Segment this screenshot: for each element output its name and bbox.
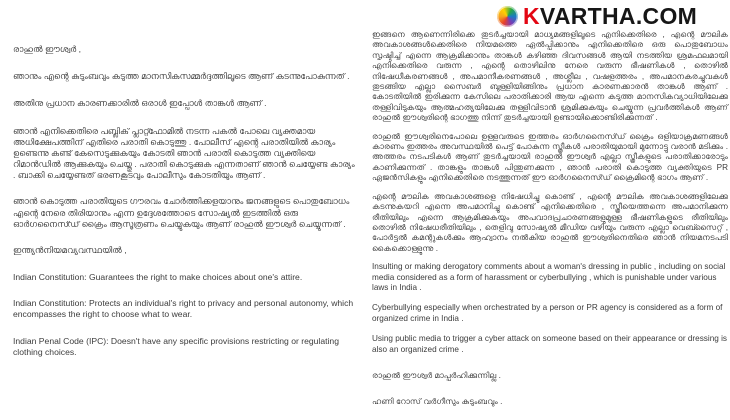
paragraph: Indian Penal Code (IPC): Doesn't have any specific provisions restricting or regulating clothing choices. [13,335,339,357]
paragraph: ഇന്ത്യൻനിയമവ്യവസ്ഥയിൽ , [13,244,127,255]
salutation: രാഹുൽ ഈശ്വർ , [13,44,81,54]
paragraph: Using public media to trigger a cyber attack on someone based on their appearance or dressing is also an organized crime . [372,334,727,354]
paragraph: ഇങ്ങനെ ആണെന്നിരിക്കെ തുടർച്ചയായി മാധ്യമങ്ങളിലൂടെ എനിക്കെതിരെ , എന്റെ മൗലിക അവകാശങ്ങൾക്കെതിരെ നിയമത്തെ ഏൽപ്പിക്കാനും എനിക്കെതിരെ ഒരു പൊതുബോധം സൃഷ്ടിച്ച് എന്നെ ആക്രമിക്കാനും താങ്കൾ കഴിഞ്ഞ ദിവസങ്ങൾ ആയി നടത്തിയ ശ്രമഫലമായി എനിക്കെതിരെ വരുന്ന , എന്റെ തൊഴിലിനു നേരെ വരുന്ന ഭീഷണികൾ , തൊഴിൽ നിഷേധീകരണങ്ങൾ , അപമാനീകരണങ്ങൾ , അശ്ലീല , വഷളത്തരം , അപമാനകരച്ചുവകൾ തുടങ്ങിയ എല്ലാ സൈബർ ബുള്ളിയിങ്ങിനും പ്രധാന കാരണക്കാരൻ താങ്കൾ ആണ് . കോടതിയിൽ ഇരിക്കുന്ന കേസിലെ പരാതിക്കാരി ആയ എന്നെ കടുത്ത മാനസികവ്യാധിയിലേക്കു തള്ളിവിടുകയും ആത്മഹത്യയിലേക്കു തള്ളിവിടാൻ ശ്രമിക്കുകയും ചെയ്യുന്ന പ്രവർത്തികൾ ആണ് രാഹുൽ ഈശ്വരിന്റെ ഭാഗത്തു നിന്ന് തുടർച്ചയായി ഉണ്ടായിക്കൊണ്ടിരിക്കുന്നത് . [372,30,728,123]
paragraph: Indian Constitution: Protects an individual's right to privacy and personal autonomy, which encompasses the right to choose what to wear. [13,298,354,320]
brand-text [523,5,697,28]
paragraph: അതിനു പ്രധാന കാരണക്കാരിൽ ഒരാൾ ഇപ്പോൾ താങ്കൾ ആണ് . [13,98,267,109]
right-column [372,30,728,420]
paragraph: എന്റെ മൗലിക അവകാശങ്ങളെ നിഷേധിച്ചു കൊണ്ട് , എന്റെ മൗലിക അവകാശങ്ങളിലേക്കു കടന്നുകയറി എന്നെ അപമാനിച്ചു കൊണ്ട് എനിക്കെതിരെ , സ്ത്രീയെത്തന്നെ അപമാനിക്കുന്ന രീതിയിലും എന്നെ ആക്രമിക്കുകയും അപവാദപ്രചാരണങ്ങളുമുള്ള ഭീഷണികളുടെ രീതിയിലും തൊഴിൽ നിഷേധരീതിയിലും , തെളിവു സോഷ്യൽ മീഡിയ വഴിയും വരുന്ന എല്ലാ വെബ്സൈറ്റ് , പോർട്ടൽ കമന്റുകൾക്കും ആഹ്വാനം നൽകിയ രാഹുൽ ഈശ്വരിനെതിരെ ഞാൻ നിയമനടപടി കൈക്കൊള്ളുന്നു . [372,191,728,253]
kvartha-logo [497,5,697,28]
paragraph: ഞാൻ എനിക്കെതിരെ പബ്ലിക് പ്ലാറ്റ്ഫോമിൽ നടന്ന പകൽ പോലെ വ്യക്തമായ അധിക്ഷേപത്തിന് എതിരെ പരാതി കൊടുത്തു . പോലീസ് എന്റെ പരാതിയിൽ കാര്യം ഉണ്ടെന്നു കണ്ട് കേസെടുക്കുകയും കോടതി ഞാൻ പരാതി കൊടുത്ത വ്യക്തിയെ റിമാൻഡിൽ ആക്കുകയും ചെയ്തു . പരാതി കൊടുക്കുക എന്നതാണ് ഞാൻ ചെയ്യേണ്ട കാര്യം . ബാക്കി ചെയ്യേണ്ടത് ഭരണകൂടവും പോലീസും കോടതിയും ആണ് . [13,125,355,181]
brand-rest: VARTHA.COM [539,3,698,29]
paragraph: Cyberbullying especially when orchestrated by a person or PR agency is considered as a form of organized crime in India . [372,303,723,323]
paragraph: ഞാൻ കൊടുത്ത പരാതിയുടെ ഗൗരവം ചോർത്തിക്കളയാനും ജനങ്ങളുടെ പൊതുബോധം എന്റെ നേരെ തിരിയാനും എന്ന ഉദ്ദേശത്തോടെ സോഷ്യൽ ഇടത്തിൽ ഒരു ഓർഗനൈസ്ഡ് ക്രൈം ആസൂത്രണം ചെയ്യുകയും ആണ് രാഹുൽ ഈശ്വർ ചെയ്യുന്നത് . [13,196,350,229]
paragraph: രാഹുൽ ഈശ്വരിനെപോലെ ഉള്ളവരുടെ ഇത്തരം ഓർഗനൈസ്ഡ് ക്രൈം ഒളിയാക്രമണങ്ങൾ കാരണം ഇത്തരം അവസ്ഥയിൽ പെട്ട് പോകുന്ന സ്ത്രീകൾ പരാതിയുമായി മുന്നോട്ടു വരാൻ മടിക്കും . അത്തരം നടപടികൾ ആണ് തുടർച്ചയായി രാഹുൽ ഈശ്വർ എല്ലാ സ്ത്രീകളുടെ പരാതിക്കാരോടും കാണിക്കുന്നത് . താങ്കളും താങ്കൾ പിന്തുണക്കുന്ന , ഞാൻ പരാതി കൊടുത്ത വ്യക്തിയുടെ PR ഏജൻസികളും എനിക്കെതിരെ നടത്തുന്നത് ഈ ഓർഗനൈസ്ഡ് ക്രൈമിന്റെ ഭാഗം ആണ് . [372,131,728,183]
signoff-line: രാഹുൽ ഈശ്വർ മാപ്പർഹിക്കുന്നില്ല . [372,370,501,380]
signature-line: ഹണി റോസ് വർഗീസും കുടുംബവും . [372,397,503,407]
paragraph: ഞാനും എന്റെ കുടുംബവും കടുത്ത മാനസികസമ്മർദ്ദത്തിലൂടെ ആണ് കടന്നുപോകുന്നത് . [13,71,350,82]
paragraph: Indian Constitution: Guarantees the right to make choices about one's attire. [13,272,303,283]
left-column [13,44,356,373]
kvartha-globe-icon [497,6,518,27]
brand-k: K [523,3,540,29]
paragraph: Insulting or making derogatory comments about a woman's dressing in public , including on social media considered as a form of harassment or cyberbullying , which is punishable under various laws in India . [372,262,726,292]
